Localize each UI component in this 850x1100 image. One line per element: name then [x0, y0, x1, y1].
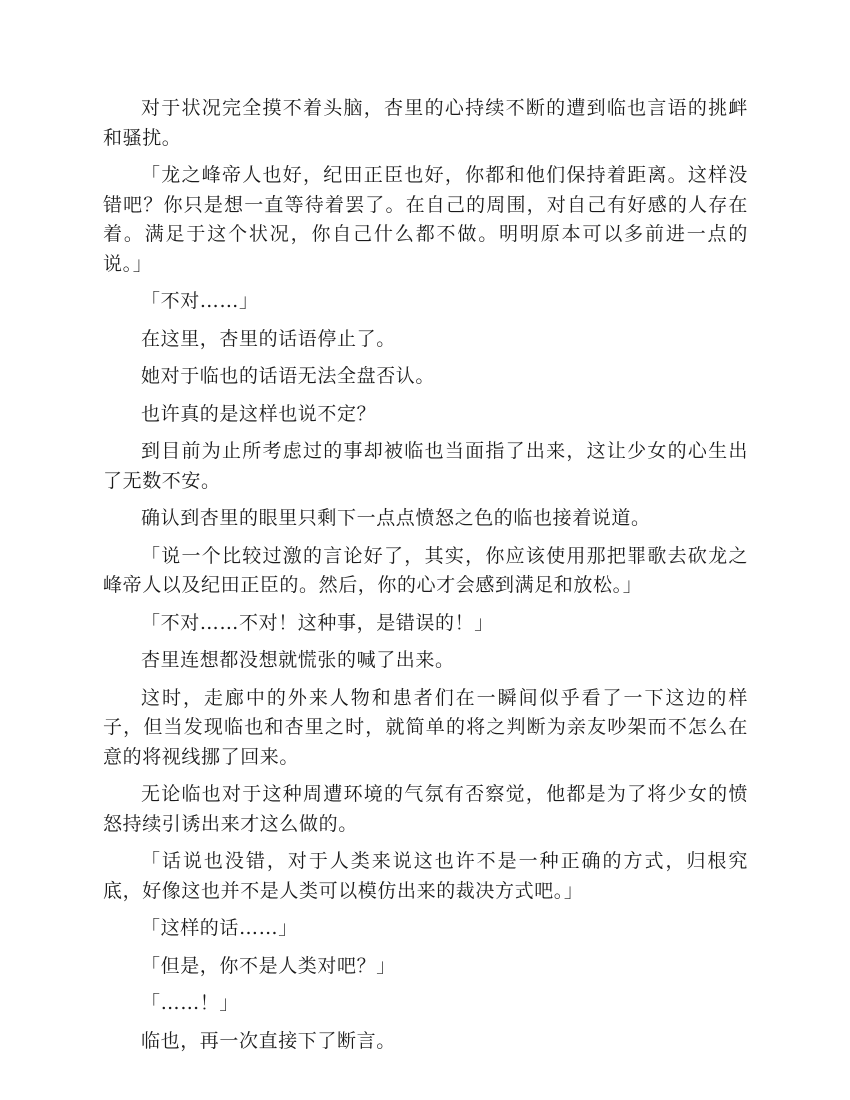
- paragraph: 「但是，你不是人类对吧？」: [141, 954, 396, 977]
- paragraph: 「说一个比较过激的言论好了，其实，你应该使用那把罪歌去砍龙之峰帝人以及纪田正臣的。然后，你的心才会感到满足和放松。」: [103, 544, 748, 596]
- document-page: [103, 94, 748, 1064]
- paragraph: 临也，再一次直接下了断言。: [141, 1029, 396, 1052]
- paragraph: 这时，走廊中的外来人物和患者们在一瞬间似乎看了一下这边的样子，但当发现临也和杏里之时，就简单的将之判断为亲友吵架而不怎么在意的将视线挪了回来。: [103, 686, 748, 768]
- paragraph: 到目前为止所考虑过的事却被临也当面指了出来，这让少女的心生出了无数不安。: [103, 440, 748, 492]
- paragraph: 在这里，杏里的话语停止了。: [141, 327, 396, 350]
- paragraph: 也许真的是这样也说不定？: [141, 402, 377, 425]
- paragraph: 「龙之峰帝人也好，纪田正臣也好，你都和他们保持着距离。这样没错吧？你只是想一直等待着罢了。在自己的周围，对自己有好感的人存在着。满足于这个状况，你自己什么都不做。明明原本可以多前进一点的说。」: [103, 164, 748, 275]
- paragraph: 她对于临也的话语无法全盘否认。: [141, 365, 436, 387]
- paragraph: 杏里连想都没想就慌张的喊了出来。: [141, 649, 455, 671]
- paragraph: 「不对……不对！这种事，是错误的！」: [141, 611, 494, 634]
- paragraph: 「这样的话……」: [141, 917, 298, 939]
- paragraph: 「……！」: [141, 992, 240, 1014]
- paragraph: 无论临也对于这种周遭环境的气氛有否察觉，他都是为了将少女的愤怒持续引诱出来才这么做的。: [103, 783, 748, 835]
- paragraph: 确认到杏里的眼里只剩下一点点愤怒之色的临也接着说道。: [141, 507, 651, 529]
- paragraph: 「话说也没错，对于人类来说这也许不是一种正确的方式，归根究底，好像这也并不是人类可以模仿出来的裁决方式吧。」: [103, 850, 748, 902]
- paragraph: 对于状况完全摸不着头脑，杏里的心持续不断的遭到临也言语的挑衅和骚扰。: [103, 97, 748, 149]
- paragraph: 「不对……」: [141, 290, 259, 312]
